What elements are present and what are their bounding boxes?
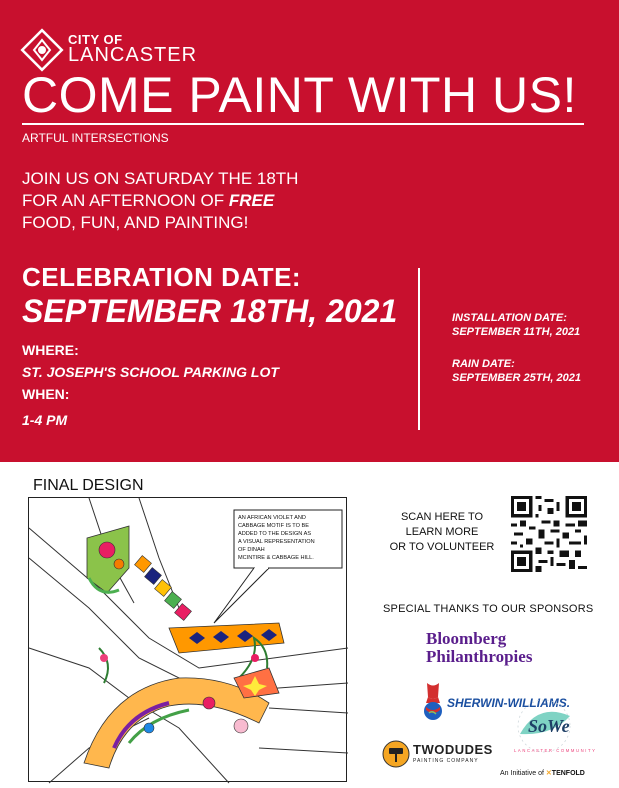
city-rose-logo <box>24 32 60 68</box>
callout-line: OF DINAH <box>238 547 265 553</box>
bloomberg-line-1: Bloomberg <box>426 629 507 648</box>
two-dudes-paint-roller-icon <box>382 740 410 768</box>
celebration-label: CELEBRATION DATE: <box>22 262 302 292</box>
when-label: WHEN: <box>22 386 70 402</box>
qr-code[interactable] <box>511 496 587 572</box>
sherwin-williams-cover-the-earth-icon <box>420 683 446 721</box>
two-dudes-logo: TWODUDES <box>413 742 493 757</box>
dates-divider <box>418 268 420 430</box>
tenfold-name: TENFOLD <box>551 770 585 777</box>
rain-label: RAIN DATE: <box>452 358 515 370</box>
callout-line: AN AFRICAN VIOLET AND <box>238 515 306 521</box>
when-value: 1-4 PM <box>22 412 68 428</box>
final-design-label: FINAL DESIGN <box>33 477 144 494</box>
where-label: WHERE: <box>22 342 79 358</box>
tenfold-icon: ✕ <box>545 770 552 777</box>
city-of-text: CITY OF <box>68 32 123 47</box>
invitation-text <box>22 168 298 234</box>
sherwin-williams-logo: SHERWIN-WILLIAMS. <box>447 696 571 710</box>
scan-instructions <box>383 510 501 555</box>
rain-date: SEPTEMBER 25TH, 2021 <box>452 372 581 384</box>
intersection-design-illustration <box>28 497 347 782</box>
callout-line: A VISUAL REPRESENTATION <box>238 539 315 545</box>
installation-label: INSTALLATION DATE: <box>452 312 567 324</box>
city-name: LANCASTER <box>68 44 198 66</box>
callout-line: MCINTIRE & CABBAGE HILL. <box>238 555 314 561</box>
where-value: ST. JOSEPH'S SCHOOL PARKING LOT <box>22 364 279 380</box>
sowe-ring-text: LANCASTER COMMUNITY <box>514 748 597 753</box>
free-emphasis: FREE <box>228 191 275 210</box>
headline-divider <box>22 123 584 125</box>
callout-line: ADDED TO THE DESIGN AS <box>238 531 312 537</box>
headline: COME PAINT WITH US! <box>22 67 577 123</box>
sowe-wordmark: SoWe <box>528 716 570 736</box>
invite-line-3: FOOD, FUN, AND PAINTING! <box>22 213 249 232</box>
invite-line-1: JOIN US ON SATURDAY THE 18TH <box>22 169 299 188</box>
tenfold-initiative <box>500 769 585 777</box>
sponsors-heading: SPECIAL THANKS TO OUR SPONSORS <box>383 603 594 615</box>
scan-line-2: LEARN MORE <box>405 526 479 538</box>
installation-date: SEPTEMBER 11TH, 2021 <box>452 326 581 338</box>
invite-line-2-prefix: FOR AN AFTERNOON OF <box>22 191 229 210</box>
callout-line: CABBAGE MOTIF IS TO BE <box>238 523 309 529</box>
two-dudes-tagline: PAINTING COMPANY <box>413 758 479 764</box>
celebration-date: SEPTEMBER 18TH, 2021 <box>22 293 398 329</box>
program-name: ARTFUL INTERSECTIONS <box>22 131 169 145</box>
intersection-artwork <box>29 498 348 783</box>
sowe-community-logo <box>508 696 597 756</box>
scan-line-3: OR TO VOLUNTEER <box>389 541 495 553</box>
initiative-prefix: An Initiative of <box>500 770 544 777</box>
scan-line-1: SCAN HERE TO <box>400 511 484 523</box>
invite-line-2 <box>22 190 298 212</box>
bloomberg-philanthropies-logo <box>426 630 532 666</box>
bloomberg-line-2: Philanthropies <box>426 647 533 666</box>
